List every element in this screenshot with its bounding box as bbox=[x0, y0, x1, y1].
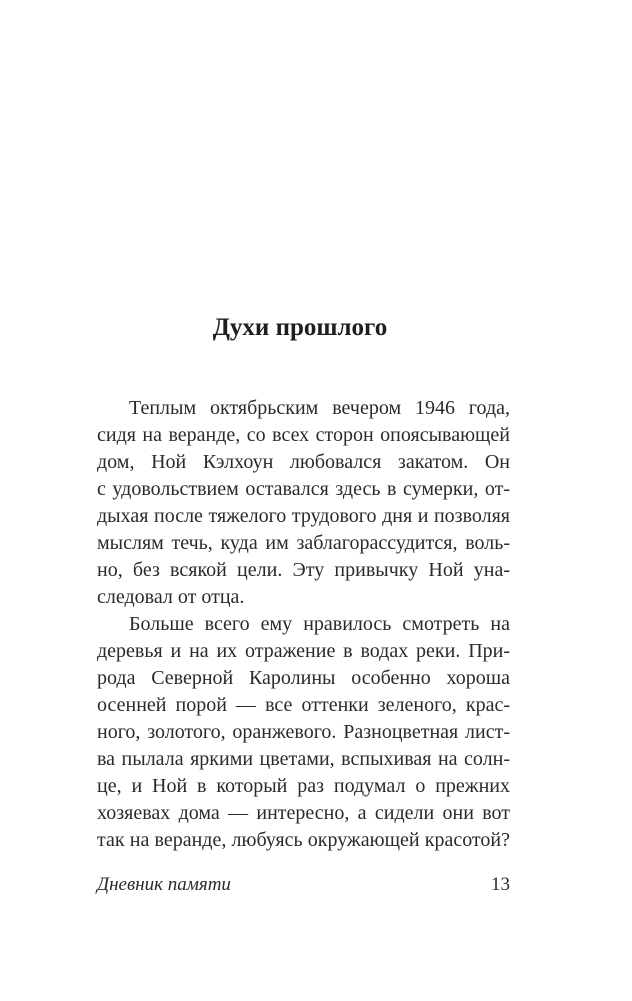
text-line: хозяевах дома — интересно, а сидели они вот bbox=[97, 802, 510, 824]
text-line: осенней порой — все оттенки зеленого, крас- bbox=[97, 694, 510, 716]
body-text bbox=[97, 395, 510, 854]
chapter-title: Духи прошлого bbox=[212, 314, 388, 341]
text-line: це, и Ной в который раз подумал о прежних bbox=[97, 775, 510, 797]
text-line: Теплым октябрьским вечером 1946 года, bbox=[129, 397, 510, 419]
text-line: дыхая после тяжелого трудового дня и позволяя bbox=[97, 505, 510, 527]
text-line: деревья и на их отражение в водах реки. При- bbox=[97, 640, 510, 662]
text-line: так на веранде, любуясь окружающей красотой? bbox=[97, 829, 510, 851]
text-line: с удовольствием оставался здесь в сумерки, от- bbox=[97, 478, 510, 500]
text-line: ного, золотого, оранжевого. Разноцветная лист- bbox=[97, 721, 510, 743]
text-line: но, без всякой цели. Эту привычку Ной уна- bbox=[97, 559, 510, 581]
text-line: Больше всего ему нравилось смотреть на bbox=[129, 613, 510, 635]
running-title: Дневник памяти bbox=[97, 874, 231, 895]
text-line: ва пылала яркими цветами, вспыхивая на солн- bbox=[97, 748, 510, 770]
page-footer bbox=[97, 874, 510, 896]
page-number: 13 bbox=[491, 874, 510, 895]
text-line: мыслям течь, куда им заблагорассудится, воль- bbox=[97, 532, 510, 554]
text-line: дом, Ной Кэлхоун любовался закатом. Он bbox=[97, 451, 510, 473]
text-line: рода Северной Каролины особенно хороша bbox=[97, 667, 510, 689]
text-line: следовал от отца. bbox=[97, 586, 245, 608]
text-line: сидя на веранде, со всех сторон опоясывающей bbox=[97, 424, 510, 446]
